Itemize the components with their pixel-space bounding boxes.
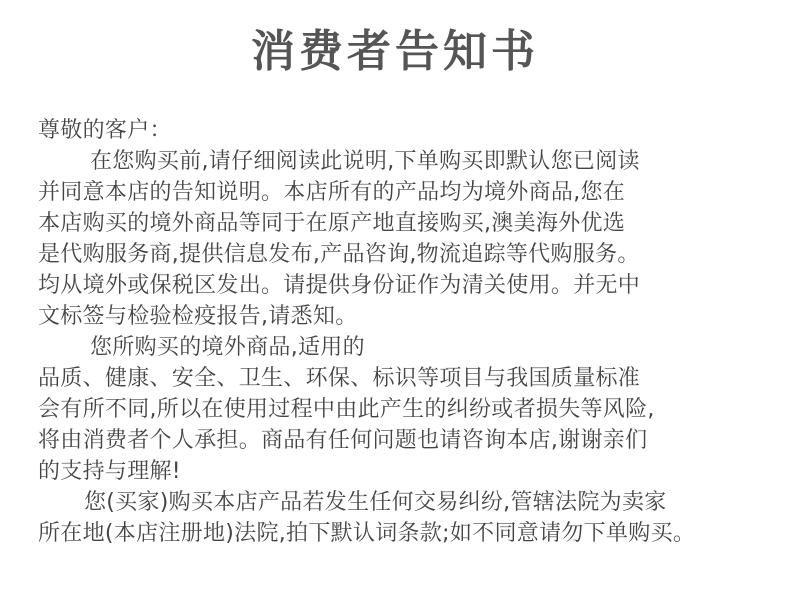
paragraph-line: 的支持与理解!	[38, 459, 181, 484]
notice-body	[38, 115, 790, 549]
paragraph-line: 品质、健康、安全、卫生、环保、标识等项目与我国质量标准	[38, 366, 641, 391]
paragraph-line: 将由消费者个人承担。商品有任何问题也请咨询本店,谢谢亲们	[38, 428, 648, 453]
page-title: 消费者告知书	[251, 26, 539, 77]
paragraph-line: 会有所不同,所以在使用过程中由此产生的纠纷或者损失等风险,	[38, 397, 655, 422]
paragraph-line: 是代购服务商,提供信息发布,产品咨询,物流追踪等代购服务。	[38, 242, 640, 267]
paragraph-line: 本店购买的境外商品等同于在原产地直接购买,澳美海外优选	[38, 211, 626, 236]
paragraph-line: 您(买家)购买本店产品若发生任何交易纠纷,管辖法院为卖家	[84, 490, 667, 515]
paragraph-line: 文标签与检验检疫报告,请悉知。	[38, 304, 358, 329]
paragraph-line: 在您购买前,请仔细阅读此说明,下单购买即默认您已阅读	[90, 149, 640, 174]
paragraph-line: 您所购买的境外商品,适用的	[90, 335, 365, 360]
paragraph-line: 所在地(本店注册地)法院,拍下默认词条款;如不同意请勿下单购买。	[38, 521, 696, 546]
greeting-line: 尊敬的客户：	[38, 118, 172, 143]
paragraph-line: 均从境外或保税区发出。请提供身份证作为清关使用。并无中	[38, 273, 641, 298]
paragraph-line: 并同意本店的告知说明。本店所有的产品均为境外商品,您在	[38, 180, 626, 205]
